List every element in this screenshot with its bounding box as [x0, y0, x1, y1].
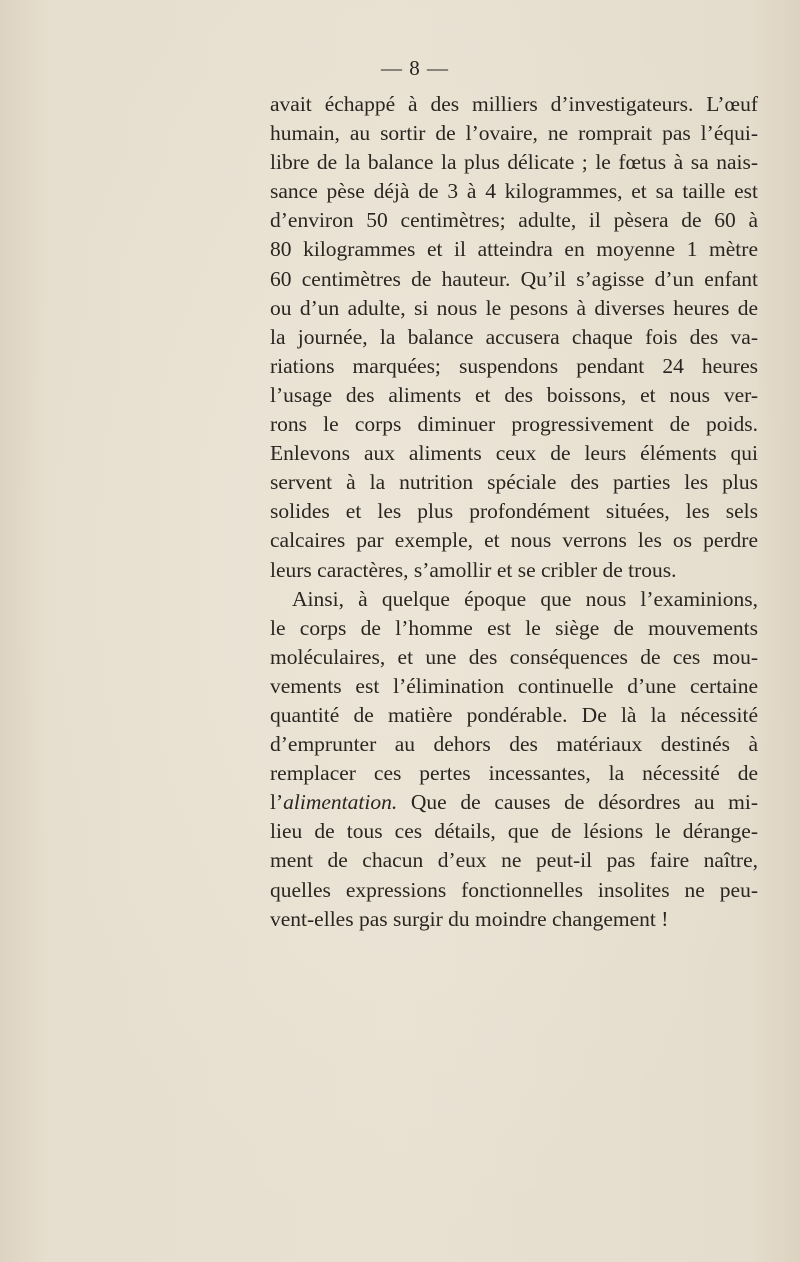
text-line: calcaires par exemple, et nous verrons les os perdre	[270, 528, 758, 553]
text-line: quelles expressions fonctionnelles insolites ne peu-	[270, 877, 758, 902]
body-text	[270, 90, 758, 934]
text-line: le corps de l’homme est le siège de mouvements	[270, 615, 758, 640]
text-line: d’environ 50 centimètres; adulte, il pèsera de 60 à	[270, 208, 758, 233]
text-segment: Que de causes de désordres au mi-	[397, 790, 758, 815]
text-line: rons le corps diminuer progressivement de poids.	[270, 412, 758, 437]
text-line: humain, au sortir de l’ovaire, ne romprait pas l’équi-	[270, 121, 758, 146]
text-line: la journée, la balance accusera chaque fois des va-	[270, 324, 758, 349]
text-line: sance pèse déjà de 3 à 4 kilogrammes, et sa taille est	[270, 179, 758, 204]
text-line-with-italic	[270, 788, 758, 817]
text-line: Ainsi, à quelque époque que nous l’examinions,	[292, 586, 758, 611]
text-line: remplacer ces pertes incessantes, la nécessité de	[270, 761, 758, 786]
text-line: lieu de tous ces détails, que de lésions le dérange-	[270, 819, 758, 844]
text-line: 60 centimètres de hauteur. Qu’il s’agisse d’un enfant	[270, 266, 758, 291]
text-line: Enlevons aux aliments ceux de leurs éléments qui	[270, 441, 758, 466]
text-line: moléculaires, et une des conséquences de ces mou-	[270, 644, 758, 669]
paragraph-1	[270, 90, 758, 585]
text-line: quantité de matière pondérable. De là la nécessité	[270, 702, 758, 727]
text-line: l’usage des aliments et des boissons, et nous ver-	[270, 382, 758, 407]
text-line: vent-elles pas surgir du moindre changement !	[270, 906, 669, 931]
italic-term: alimentation.	[283, 790, 398, 815]
text-line: libre de la balance la plus délicate ; le fœtus à sa nais-	[270, 150, 758, 175]
text-line: vements est l’élimination continuelle d’une certaine	[270, 673, 758, 698]
text-line: 80 kilogrammes et il atteindra en moyenne 1 mètre	[270, 237, 758, 262]
text-line: solides et les plus profondément situées, les sels	[270, 499, 758, 524]
text-line: ment de chacun d’eux ne peut-il pas faire naître,	[270, 848, 758, 873]
text-line: riations marquées; suspendons pendant 24 heures	[270, 353, 758, 378]
text-segment: l’	[270, 790, 284, 815]
text-line: ou d’un adulte, si nous le pesons à diverses heures de	[270, 295, 758, 320]
page-number: — 8 —	[381, 56, 449, 80]
text-line: leurs caractères, s’amollir et se cribler de trous.	[270, 557, 677, 582]
text-line: d’emprunter au dehors des matériaux destinés à	[270, 732, 758, 757]
text-line: servent à la nutrition spéciale des parties les plus	[270, 470, 758, 495]
paragraph-2	[270, 585, 758, 934]
text-line: avait échappé à des milliers d’investigateurs. L’œuf	[270, 92, 758, 116]
